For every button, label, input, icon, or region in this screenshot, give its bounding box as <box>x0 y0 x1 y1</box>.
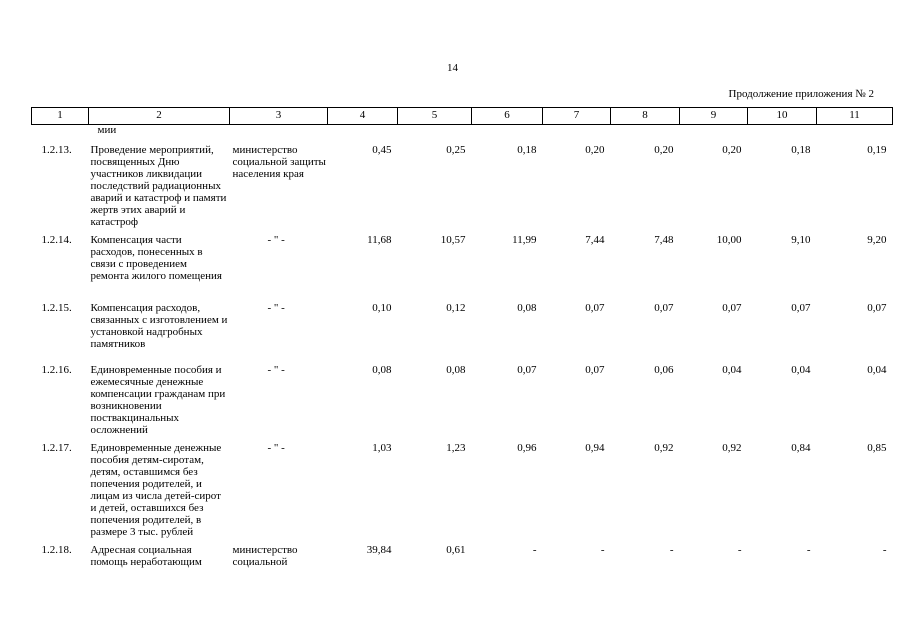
column-header: 4 <box>328 108 398 125</box>
row-org: - " - <box>267 442 285 454</box>
row-value: 10,57 <box>440 234 466 246</box>
row-value: 0,96 <box>517 442 537 454</box>
row-value: 0,61 <box>446 544 466 556</box>
row-code: 1.2.17. <box>41 442 72 454</box>
row-value: 0,20 <box>722 144 742 156</box>
row-value: 0,94 <box>585 442 605 454</box>
column-header: 6 <box>472 108 543 125</box>
row-name: Проведение мероприятий, посвященных Дню участников ликвидации последствий радиационных аварий и катастроф и памяти жертв этих аварий и катастроф <box>90 144 227 228</box>
row-value: 7,44 <box>585 234 605 246</box>
table-row <box>32 302 893 350</box>
column-header: 7 <box>543 108 611 125</box>
row-org: министерство социальной <box>232 544 298 568</box>
row-value: 0,07 <box>585 302 605 314</box>
row-value: 0,18 <box>791 144 811 156</box>
row-value: 7,48 <box>654 234 674 246</box>
row-value: 0,07 <box>585 364 605 376</box>
row-value: 0,92 <box>722 442 742 454</box>
row-org: - " - <box>267 234 285 246</box>
row-code: 1.2.18. <box>41 544 72 556</box>
row-value: 0,20 <box>654 144 674 156</box>
row-value: 0,19 <box>867 144 887 156</box>
column-header: 11 <box>817 108 893 125</box>
row-value: 0,25 <box>446 144 466 156</box>
row-value: 0,84 <box>791 442 811 454</box>
table-row <box>32 442 893 538</box>
column-header: 1 <box>32 108 89 125</box>
row-value: 0,06 <box>654 364 674 376</box>
row-value: 0,08 <box>446 364 466 376</box>
row-value: 0,07 <box>654 302 674 314</box>
row-value: 0,12 <box>446 302 466 314</box>
row-value: - <box>600 544 605 556</box>
row-name: Единовременные пособия и ежемесячные денежные компенсации гражданам при возникновении поствакцинальных осложнений <box>90 364 226 436</box>
column-header: 2 <box>89 108 230 125</box>
row-value: 0,18 <box>517 144 537 156</box>
row-code: 1.2.13. <box>41 144 72 156</box>
row-value: 0,85 <box>867 442 887 454</box>
carryover-row <box>32 125 893 137</box>
row-value: 10,00 <box>716 234 742 246</box>
row-value: 1,03 <box>372 442 392 454</box>
row-value: 9,10 <box>791 234 811 246</box>
row-value: 0,04 <box>867 364 887 376</box>
row-value: 9,20 <box>867 234 887 246</box>
table-row <box>32 364 893 436</box>
row-value: 0,08 <box>517 302 537 314</box>
column-header: 5 <box>398 108 472 125</box>
row-code: 1.2.15. <box>41 302 72 314</box>
column-header: 3 <box>230 108 328 125</box>
row-value: 0,45 <box>372 144 392 156</box>
column-header: 9 <box>680 108 748 125</box>
row-value: - <box>806 544 811 556</box>
row-value: 0,08 <box>372 364 392 376</box>
row-value: 39,84 <box>366 544 392 556</box>
row-value: 0,07 <box>517 364 537 376</box>
row-code: 1.2.16. <box>41 364 72 376</box>
continuation-label: Продолжение приложения № 2 <box>728 88 874 100</box>
row-value: 11,99 <box>512 234 537 246</box>
carryover-text: мии <box>97 124 117 136</box>
page-number: 14 <box>447 62 458 74</box>
row-code: 1.2.14. <box>41 234 72 246</box>
appendix-table <box>31 107 893 568</box>
table-row <box>32 234 893 282</box>
row-org: министерство социальной защиты населения края <box>232 144 326 180</box>
column-header: 8 <box>611 108 680 125</box>
row-value: 0,07 <box>791 302 811 314</box>
row-value: 0,04 <box>722 364 742 376</box>
row-value: - <box>737 544 742 556</box>
row-value: 0,07 <box>722 302 742 314</box>
row-value: - <box>669 544 674 556</box>
row-name: Адресная социальная помощь неработающим <box>90 544 202 568</box>
row-name: Единовременные денежные пособия детям-сиротам, детям, оставшимся без попечения родителей, и лицам из числа детей-сирот и детей, оставшихся без попечения родителей, в размере 3 тыс. рублей <box>90 442 222 538</box>
row-value: 1,23 <box>446 442 466 454</box>
row-value: 0,04 <box>791 364 811 376</box>
row-org: - " - <box>267 302 285 314</box>
row-value: 0,92 <box>654 442 674 454</box>
row-value: - <box>882 544 887 556</box>
row-name: Компенсация расходов, связанных с изготовлением и установкой надгробных памятников <box>90 302 228 350</box>
header-row <box>32 108 893 125</box>
row-value: 0,07 <box>867 302 887 314</box>
column-header: 10 <box>748 108 817 125</box>
table-row <box>32 544 893 568</box>
row-value: - <box>532 544 537 556</box>
row-value: 0,20 <box>585 144 605 156</box>
row-name: Компенсация части расходов, понесенных в связи с проведением ремонта жилого помещения <box>90 234 222 282</box>
row-value: 11,68 <box>367 234 392 246</box>
table-row <box>32 144 893 228</box>
row-value: 0,10 <box>372 302 392 314</box>
row-org: - " - <box>267 364 285 376</box>
